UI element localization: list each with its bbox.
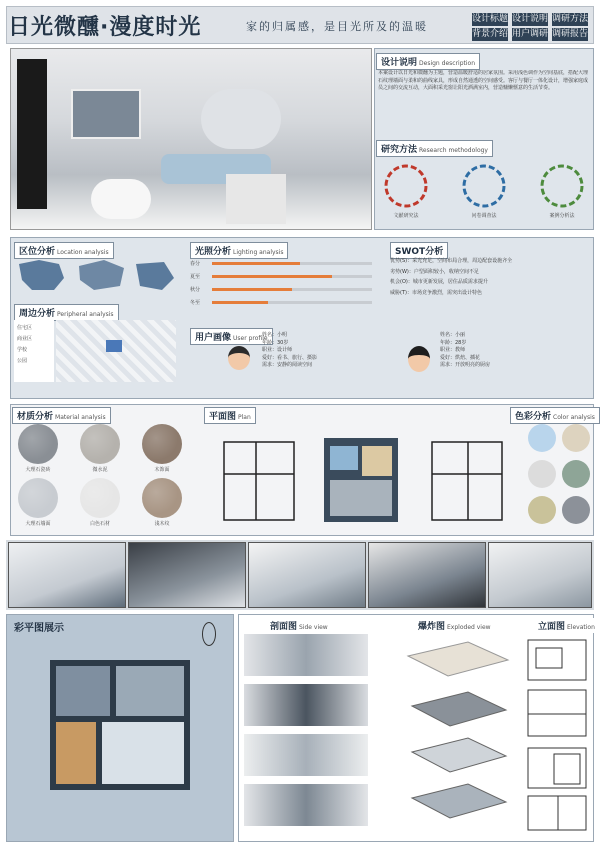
lighting-bar-fill [212, 275, 332, 278]
method-label: 问卷调查法 [471, 213, 497, 219]
profile-line: 爱好：烘焙、插花 [440, 354, 481, 361]
section-view [244, 634, 368, 676]
lighting-bar [212, 301, 372, 304]
material-label: 浅木纹 [154, 521, 170, 527]
render-photo [488, 542, 592, 608]
section-view [244, 684, 368, 726]
legend-item: 商业区 [17, 336, 33, 342]
counter [226, 174, 286, 224]
swot-item: 机会(O)：城市更新发展，居住品质需求提升 [390, 279, 488, 286]
lounge-chair [91, 179, 151, 219]
section-views [244, 634, 368, 834]
material-swatch [18, 424, 58, 464]
site-marker [106, 340, 122, 352]
description-heading: 设计说明 Design description [376, 53, 480, 70]
material-label: 木饰面 [154, 467, 170, 473]
render-photo [248, 542, 366, 608]
profile-line: 职业：设计师 [262, 347, 293, 354]
method-label: 案例分析法 [549, 213, 575, 219]
lighting-bar-fill [212, 288, 292, 291]
swot-heading: SWOT分析 [390, 242, 448, 259]
profile-line: 需求：安静的阅读空间 [262, 362, 313, 369]
user-heading: 用户画像 User profile [190, 328, 273, 345]
legend-item: 住宅区 [17, 325, 33, 331]
profile-line: 姓名：小丽 [440, 332, 466, 338]
surround-map [56, 320, 176, 382]
lighting-heading: 光照分析 Lighting analysis [190, 242, 288, 259]
header-tag: 调研方法 [552, 14, 589, 24]
material-label: 大理石墙面 [25, 521, 51, 527]
render-photo [368, 542, 486, 608]
side-view-heading: 剖面图 Side view [266, 618, 332, 633]
lighting-bar [212, 288, 372, 291]
female-avatar [408, 346, 430, 372]
hero-render [10, 48, 372, 230]
lighting-bar-fill [212, 262, 300, 265]
color-plan-heading: 彩平图展示 [14, 623, 64, 634]
lighting-row [190, 273, 380, 280]
lighting-label: 秋分 [190, 287, 201, 293]
color-swatch [562, 424, 590, 452]
lighting-label: 夏至 [190, 274, 201, 280]
header-tag: 调研报告 [552, 29, 589, 39]
lighting-bar [212, 262, 372, 265]
lighting-chart [190, 260, 380, 320]
color-swatch [562, 496, 590, 524]
header-tag: 设计标题 [472, 14, 509, 24]
material-label: 大理石瓷砖 [25, 467, 51, 473]
location-heading: 区位分析 Location analysis [14, 242, 114, 259]
profile-line: 爱好：看书、旅行、摄影 [262, 354, 318, 361]
window [71, 89, 141, 139]
female-profile [440, 332, 580, 370]
location-maps [14, 256, 178, 296]
lighting-bar [212, 275, 372, 278]
profile-line: 姓名：小明 [262, 332, 288, 338]
elevation-drawings [524, 636, 590, 836]
relief-wall [201, 89, 281, 149]
floor-plans [206, 424, 506, 532]
lighting-label: 冬至 [190, 300, 201, 306]
description-text: 本案设计以日光和微醺为主题，营造温暖舒适的居家氛围。采用浅色调作为空间基底，搭配大理石纹理墙面与柔和的曲线家具，形成自然通透的空间感受。客厅与餐厅一体化设计，增强家庭成员之间的交流互动，大面积采光窗让阳光洒满室内，营造慵懒惬意的生活节奏。 [378, 70, 589, 92]
lighting-bar-fill [212, 301, 268, 304]
swot-item: 劣势(W)：户型面积较小，收纳空间不足 [390, 268, 479, 275]
wall-art [17, 59, 47, 209]
header-tag: 背景介绍 [472, 29, 509, 39]
swot-item: 优势(S)：采光充足，空间布局合理，周边配套设施齐全 [390, 258, 513, 264]
material-heading: 材质分析 Material analysis [12, 407, 111, 424]
header-tag: 设计说明 [512, 14, 549, 24]
method-label: 文献研究法 [393, 213, 419, 219]
surround-legend [14, 320, 54, 382]
poster-subtitle: 家的归属感，是目光所及的温暖 [246, 20, 428, 33]
swot-item: 威胁(T)：市场竞争激烈，需突出设计特色 [390, 289, 482, 296]
exploded-heading: 爆炸图 Exploded view [414, 618, 495, 633]
section-view [244, 734, 368, 776]
profile-line: 需求：开放明亮的厨房 [440, 362, 491, 369]
material-swatch [18, 478, 58, 518]
material-swatch [80, 478, 120, 518]
male-profile [262, 332, 392, 370]
legend-item: 学校 [17, 347, 28, 353]
color-swatch [528, 460, 556, 488]
elevation-heading: 立面图 Elevation [534, 618, 599, 633]
method-heading: 研究方法 Research methodology [376, 140, 493, 157]
swot-list [390, 258, 588, 300]
color-swatch [562, 460, 590, 488]
color-heading: 色彩分析 Color analysis [510, 407, 600, 424]
color-swatch [528, 496, 556, 524]
render-photo [8, 542, 126, 608]
material-swatch [142, 478, 182, 518]
material-label: 白色石材 [89, 521, 110, 527]
plan-heading: 平面图 Plan [204, 407, 256, 424]
surround-heading: 周边分析 Peripheral analysis [14, 304, 119, 321]
exploded-view [398, 636, 516, 836]
material-label: 微水泥 [92, 467, 108, 473]
color-floor-plan [40, 650, 200, 800]
male-avatar [228, 346, 250, 370]
lighting-row [190, 260, 380, 267]
north-arrow-icon [202, 622, 216, 646]
legend-item: 公园 [17, 358, 28, 364]
section-view [244, 784, 368, 826]
profile-line: 职业：教师 [440, 347, 466, 354]
lighting-label: 春分 [190, 261, 201, 267]
material-swatch [142, 424, 182, 464]
profile-line: 年龄：28岁 [440, 339, 467, 346]
poster-title: 日光微醺·漫度时光 [8, 15, 202, 40]
color-swatch [528, 424, 556, 452]
profile-line: 年龄：30岁 [262, 339, 289, 346]
lighting-row [190, 286, 380, 293]
lighting-row [190, 299, 380, 306]
render-photo [128, 542, 246, 608]
material-swatch [80, 424, 120, 464]
header-tag: 用户调研 [512, 29, 549, 39]
